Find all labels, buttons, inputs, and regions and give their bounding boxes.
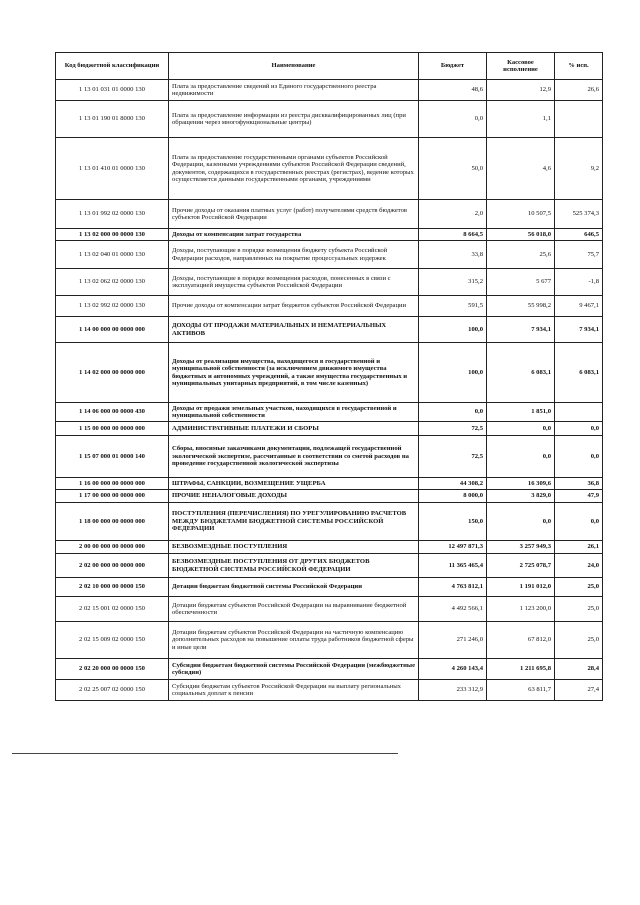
percent-execution-cell	[555, 403, 603, 422]
table-row	[56, 403, 603, 422]
code-cell: 1 14 06 000 00 0000 430	[56, 403, 169, 422]
code-cell: 1 18 00 000 00 0000 000	[56, 503, 169, 541]
name-cell: Прочие доходы от компенсации затрат бюджетов субъектов Российской Федерации	[169, 296, 419, 317]
name-cell: Доходы от продажи земельных участков, находящихся в государственной и муниципальной собственности	[169, 403, 419, 422]
budget-cell: 8 664,5	[419, 229, 487, 241]
table-row	[56, 80, 603, 101]
percent-execution-cell: 25,0	[555, 597, 603, 622]
name-cell: Доходы, поступающие в порядке возмещения расходов, понесенных в связи с эксплуатацией имущества субъектов Российской Федерации	[169, 269, 419, 296]
name-cell: ПРОЧИЕ НЕНАЛОГОВЫЕ ДОХОДЫ	[169, 490, 419, 503]
budget-cell: 50,0	[419, 138, 487, 200]
cash-execution-cell: 63 811,7	[487, 680, 555, 701]
name-cell: АДМИНИСТРАТИВНЫЕ ПЛАТЕЖИ И СБОРЫ	[169, 422, 419, 436]
percent-execution-cell: 6 083,1	[555, 343, 603, 403]
budget-cell: 271 246,0	[419, 622, 487, 659]
table-row	[56, 436, 603, 478]
code-cell: 1 13 01 992 02 0000 130	[56, 200, 169, 229]
budget-cell: 4 763 812,1	[419, 578, 487, 597]
name-cell: Субсидии бюджетам бюджетной системы Российской Федерации (межбюджетные субсидии)	[169, 659, 419, 680]
table-row	[56, 317, 603, 343]
table-body	[56, 80, 603, 701]
name-cell: Плата за предоставление государственными органами субъектов Российской Федерации, казенными учреждениями субъектов Российской Федерации сведений, документов, содержащихся в государственных реестрах (регистрах), ведение которых осуществляется данными государственными органами, учреждениями	[169, 138, 419, 200]
table-row	[56, 229, 603, 241]
code-cell: 2 02 10 000 00 0000 150	[56, 578, 169, 597]
table-header-row	[56, 53, 603, 80]
percent-execution-cell: 0,0	[555, 422, 603, 436]
name-cell: Доходы от реализации имущества, находящегося в государственной и муниципальной собственности (за исключением движимого имущества бюджетных и автономных учреждений, а также имущества государственных и муниципальных унитарных предприятий, в том числе казенных)	[169, 343, 419, 403]
cash-execution-cell: 7 934,1	[487, 317, 555, 343]
budget-cell: 2,0	[419, 200, 487, 229]
header-code: Код бюджетной классификации	[56, 53, 169, 80]
code-cell: 1 14 00 000 00 0000 000	[56, 317, 169, 343]
table-row	[56, 269, 603, 296]
header-name: Наименование	[169, 53, 419, 80]
budget-cell: 315,2	[419, 269, 487, 296]
percent-execution-cell: 0,0	[555, 436, 603, 478]
table-row	[56, 578, 603, 597]
header-cash-execution: Кассовое исполнение	[487, 53, 555, 80]
table-row	[56, 241, 603, 269]
cash-execution-cell: 25,6	[487, 241, 555, 269]
budget-cell: 8 000,0	[419, 490, 487, 503]
percent-execution-cell: 7 934,1	[555, 317, 603, 343]
budget-cell: 11 365 465,4	[419, 554, 487, 578]
table-row	[56, 541, 603, 554]
name-cell: Прочие доходы от оказания платных услуг (работ) получателями средств бюджетов субъектов Российской Федерации	[169, 200, 419, 229]
table-row	[56, 478, 603, 490]
cash-execution-cell: 1 851,0	[487, 403, 555, 422]
percent-execution-cell: 9 467,1	[555, 296, 603, 317]
table-row	[56, 597, 603, 622]
table-row	[56, 200, 603, 229]
percent-execution-cell: 25,0	[555, 622, 603, 659]
code-cell: 2 00 00 000 00 0000 000	[56, 541, 169, 554]
percent-execution-cell: 646,5	[555, 229, 603, 241]
budget-cell: 48,6	[419, 80, 487, 101]
header-percent-execution: % исп.	[555, 53, 603, 80]
cash-execution-cell: 56 018,0	[487, 229, 555, 241]
code-cell: 1 13 01 031 01 0000 130	[56, 80, 169, 101]
cash-execution-cell: 5 677	[487, 269, 555, 296]
budget-cell: 233 312,9	[419, 680, 487, 701]
percent-execution-cell: 24,0	[555, 554, 603, 578]
name-cell: Доходы от компенсации затрат государства	[169, 229, 419, 241]
percent-execution-cell	[555, 101, 603, 138]
name-cell: ДОХОДЫ ОТ ПРОДАЖИ МАТЕРИАЛЬНЫХ И НЕМАТЕРИАЛЬНЫХ АКТИВОВ	[169, 317, 419, 343]
budget-cell: 4 260 143,4	[419, 659, 487, 680]
budget-execution-table	[55, 52, 603, 701]
cash-execution-cell: 55 998,2	[487, 296, 555, 317]
table-row	[56, 296, 603, 317]
header-budget: Бюджет	[419, 53, 487, 80]
table-row	[56, 343, 603, 403]
table-row	[56, 680, 603, 701]
table-row	[56, 422, 603, 436]
budget-cell: 591,5	[419, 296, 487, 317]
name-cell: ШТРАФЫ, САНКЦИИ, ВОЗМЕЩЕНИЕ УЩЕРБА	[169, 478, 419, 490]
percent-execution-cell: 25,0	[555, 578, 603, 597]
code-cell: 1 15 07 000 01 0000 140	[56, 436, 169, 478]
table-row	[56, 490, 603, 503]
name-cell: Дотации бюджетам бюджетной системы Российской Федерации	[169, 578, 419, 597]
budget-cell: 100,0	[419, 317, 487, 343]
table-row	[56, 503, 603, 541]
percent-execution-cell: 26,1	[555, 541, 603, 554]
percent-execution-cell: 75,7	[555, 241, 603, 269]
cash-execution-cell: 0,0	[487, 436, 555, 478]
budget-cell: 44 308,2	[419, 478, 487, 490]
cash-execution-cell: 67 812,0	[487, 622, 555, 659]
cash-execution-cell: 12,9	[487, 80, 555, 101]
code-cell: 1 13 01 190 01 8000 130	[56, 101, 169, 138]
cash-execution-cell: 6 083,1	[487, 343, 555, 403]
budget-cell: 0,0	[419, 101, 487, 138]
budget-cell: 4 492 566,1	[419, 597, 487, 622]
budget-cell: 150,0	[419, 503, 487, 541]
cash-execution-cell: 1,1	[487, 101, 555, 138]
percent-execution-cell: -1,8	[555, 269, 603, 296]
budget-cell: 0,0	[419, 403, 487, 422]
budget-cell: 12 497 871,3	[419, 541, 487, 554]
cash-execution-cell: 10 507,5	[487, 200, 555, 229]
table-row	[56, 101, 603, 138]
percent-execution-cell: 0,0	[555, 503, 603, 541]
code-cell: 2 02 25 007 02 0000 150	[56, 680, 169, 701]
name-cell: Субсидии бюджетам субъектов Российской Федерации на выплату региональных социальных доплат к пенсии	[169, 680, 419, 701]
code-cell: 1 15 00 000 00 0000 000	[56, 422, 169, 436]
cash-execution-cell: 3 829,0	[487, 490, 555, 503]
cash-execution-cell: 1 191 012,0	[487, 578, 555, 597]
cash-execution-cell: 16 309,6	[487, 478, 555, 490]
name-cell: ПОСТУПЛЕНИЯ (ПЕРЕЧИСЛЕНИЯ) ПО УРЕГУЛИРОВАНИЮ РАСЧЕТОВ МЕЖДУ БЮДЖЕТАМИ БЮДЖЕТНОЙ СИСТЕМЫ РОССИЙСКОЙ ФЕДЕРАЦИИ	[169, 503, 419, 541]
code-cell: 2 02 15 001 02 0000 150	[56, 597, 169, 622]
cash-execution-cell: 2 725 078,7	[487, 554, 555, 578]
percent-execution-cell: 28,4	[555, 659, 603, 680]
budget-cell: 100,0	[419, 343, 487, 403]
table-row	[56, 659, 603, 680]
name-cell: Плата за предоставление сведений из Единого государственного реестра недвижимости	[169, 80, 419, 101]
table-row	[56, 622, 603, 659]
name-cell: Сборы, вносимые заказчиками документации, подлежащей государственной экологической экспертизе, рассчитанные в соответствии со сметой расходов на проведение государственной экологической экспертизы	[169, 436, 419, 478]
code-cell: 2 02 00 000 00 0000 000	[56, 554, 169, 578]
budget-cell: 33,8	[419, 241, 487, 269]
cash-execution-cell: 3 257 949,3	[487, 541, 555, 554]
cash-execution-cell: 4,6	[487, 138, 555, 200]
name-cell: Дотации бюджетам субъектов Российской Федерации на частичную компенсацию дополнительных расходов на повышение оплаты труда работников бюджетной сферы и иные цели	[169, 622, 419, 659]
code-cell: 1 13 01 410 01 0000 130	[56, 138, 169, 200]
table-row	[56, 138, 603, 200]
code-cell: 1 13 02 992 02 0000 130	[56, 296, 169, 317]
percent-execution-cell: 525 374,3	[555, 200, 603, 229]
code-cell: 2 02 15 009 02 0000 150	[56, 622, 169, 659]
code-cell: 1 13 02 000 00 0000 130	[56, 229, 169, 241]
code-cell: 2 02 20 000 00 0000 150	[56, 659, 169, 680]
percent-execution-cell: 47,9	[555, 490, 603, 503]
cash-execution-cell: 0,0	[487, 503, 555, 541]
name-cell: Дотации бюджетам субъектов Российской Федерации на выравнивание бюджетной обеспеченности	[169, 597, 419, 622]
budget-cell: 72,5	[419, 436, 487, 478]
cash-execution-cell: 1 123 200,0	[487, 597, 555, 622]
code-cell: 1 13 02 040 01 0000 130	[56, 241, 169, 269]
code-cell: 1 14 02 000 00 0000 000	[56, 343, 169, 403]
name-cell: Плата за предоставление информации из реестра дисквалифицированных лиц (при обращении через многофункциональные центры)	[169, 101, 419, 138]
budget-cell: 72,5	[419, 422, 487, 436]
code-cell: 1 16 00 000 00 0000 000	[56, 478, 169, 490]
cash-execution-cell: 0,0	[487, 422, 555, 436]
table-row	[56, 554, 603, 578]
percent-execution-cell: 26,6	[555, 80, 603, 101]
name-cell: БЕЗВОЗМЕЗДНЫЕ ПОСТУПЛЕНИЯ	[169, 541, 419, 554]
cash-execution-cell: 1 211 695,8	[487, 659, 555, 680]
name-cell: БЕЗВОЗМЕЗДНЫЕ ПОСТУПЛЕНИЯ ОТ ДРУГИХ БЮДЖЕТОВ БЮДЖЕТНОЙ СИСТЕМЫ РОССИЙСКОЙ ФЕДЕРАЦИИ	[169, 554, 419, 578]
name-cell: Доходы, поступающие в порядке возмещения бюджету субъекта Российской Федерации расходов, направленных на покрытие процессуальных издержек	[169, 241, 419, 269]
percent-execution-cell: 27,4	[555, 680, 603, 701]
code-cell: 1 17 00 000 00 0000 000	[56, 490, 169, 503]
footer-divider	[12, 753, 398, 754]
percent-execution-cell: 36,8	[555, 478, 603, 490]
percent-execution-cell: 9,2	[555, 138, 603, 200]
code-cell: 1 13 02 062 02 0000 130	[56, 269, 169, 296]
